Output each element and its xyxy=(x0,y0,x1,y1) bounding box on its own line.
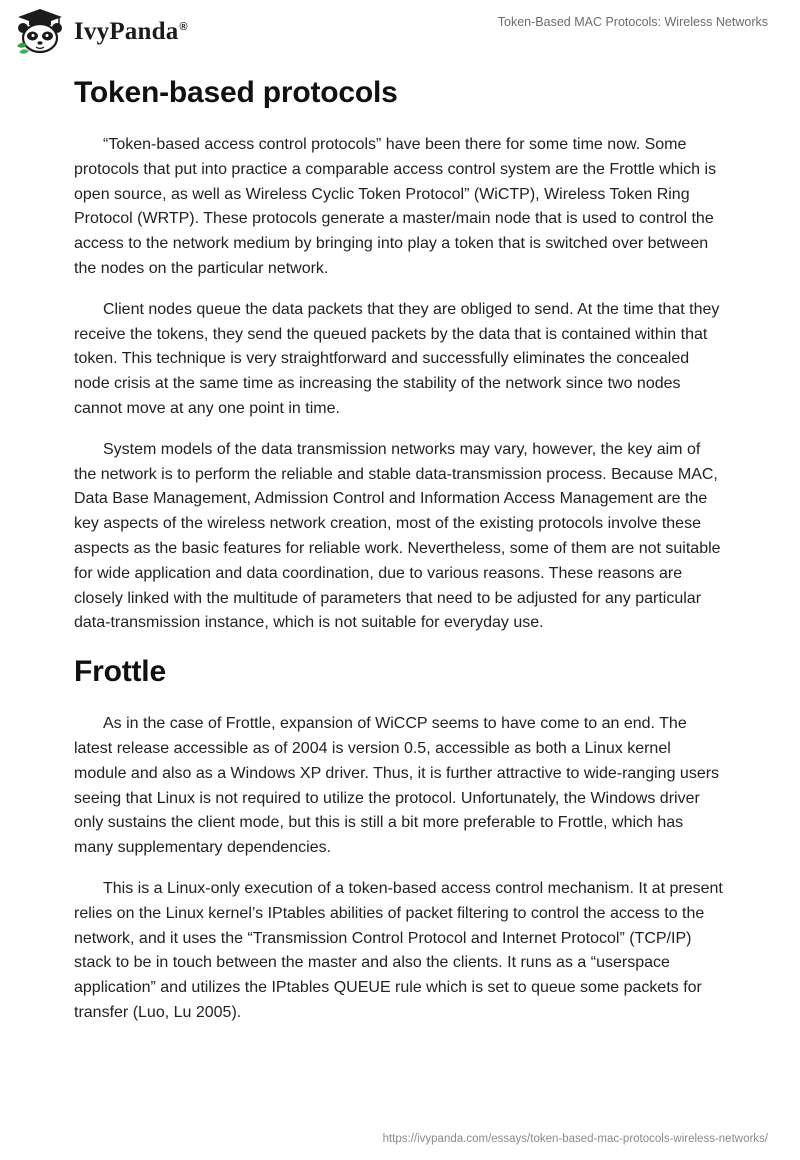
logo-link[interactable] xyxy=(14,8,188,56)
section-heading-frottle: Frottle xyxy=(74,655,166,689)
article-body xyxy=(74,70,726,1042)
paragraph: As in the case of Frottle, expansion of WiCCP seems to have come to an end. The latest release accessible as of 2004 is version 0.5, accessible as both a Linux kernel module and also as a Windows XP driver. Thus, it is further attractive to wide-ranging users seeing that Linux is not required to utilize the protocol. Unfortunately, the Windows driver only sustains the client mode, but this is still a bit more preferable to Frottle, which has many supplementary dependencies. xyxy=(74,715,720,857)
paragraph: System models of the data transmission networks may vary, however, the key aim of the network is to perform the reliable and stable data-transmission process. Because MAC, Data Base Management, Admission Control and Information Access Management are the key aspects of the wireless network creation, most of the existing protocols involve these aspects as the basic features for reliable work. Nevertheless, some of them are not suitable for wide application and data coordination, due to various reasons. These reasons are closely linked with the multitude of parameters that need to be adjusted for any particular data-transmission instance, which is not suitable for everyday use. xyxy=(74,440,721,632)
section-heading-token-based-protocols: Token-based protocols xyxy=(74,76,398,109)
paragraph: Client nodes queue the data packets that they are obliged to send. At the time that they receive the tokens, they send the queued packets by the data that is contained within that token. This technique is very straightforward and successfully eliminates the concealed node crisis at the same time as increasing the stability of the network since two nodes cannot move at any one point in time. xyxy=(74,300,720,417)
source-url[interactable]: https://ivypanda.com/essays/token-based-mac-protocols-wireless-networks/ xyxy=(382,1133,768,1145)
document-title: Token-Based MAC Protocols: Wireless Networks xyxy=(497,15,768,29)
page-header xyxy=(0,0,800,66)
paragraph: This is a Linux-only execution of a token-based access control mechanism. It at present relies on the Linux kernel’s IPtables abilities of packet filtering to control the access to the network, and it uses the “Transmission Control Protocol and Internet Protocol” (TCP/IP) stack to be in touch between the master and also the clients. It runs as a “userspace application” and utilizes the IPtables QUEUE rule which is set to queue some packets for transfer (Luo, Lu 2005). xyxy=(74,879,723,1021)
registered-mark: ® xyxy=(179,20,188,33)
brand-name: IvyPanda® xyxy=(74,18,188,45)
paragraph: “Token-based access control protocols” have been there for some time now. Some protocols that put into practice a comparable access control system are the Frottle which is open source, as well as Wireless Cyclic Token Protocol” (WiCTP), Wireless Token Ring Protocol (WRTP). These protocols generate a master/main node that is used to control the access to the network medium by bringing into play a token that is switched over between the nodes on the particular network. xyxy=(74,136,717,277)
panda-graduate-icon xyxy=(14,8,66,56)
